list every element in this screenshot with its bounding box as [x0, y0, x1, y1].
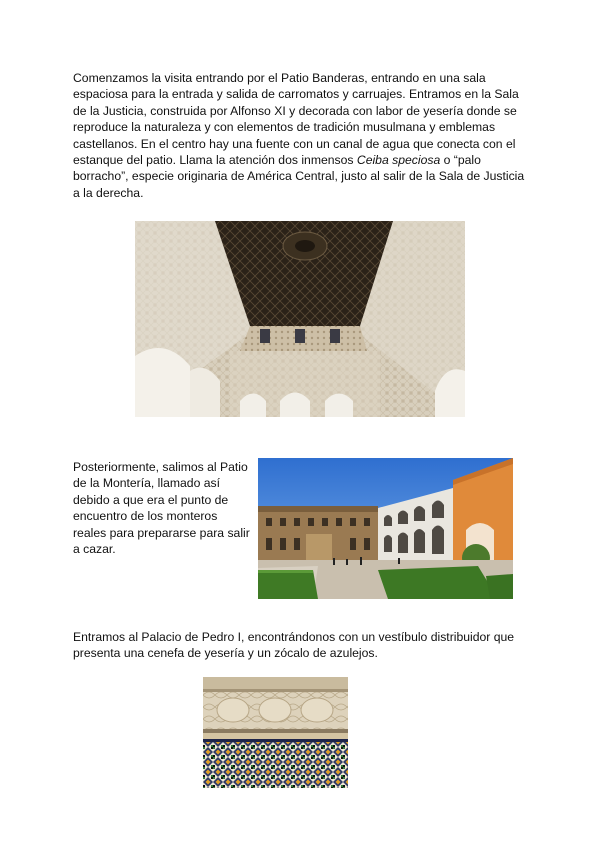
text-run: o “palo borracho”, especie originaria de América Central, justo al salir de la Sala de Justicia a la derecha. — [73, 153, 525, 200]
photo-vestibulo-azulejos — [203, 677, 348, 788]
photo-patio-monteria — [258, 458, 513, 599]
text-run: Posteriormente, salimos al Patio de la Montería, llamado así debido a que era el punto de encuentro de los monteros reales para prepararse para salir a cazar. — [73, 460, 250, 557]
paragraph-palacio-pedro — [73, 629, 533, 662]
photo-sala-justicia-ceiling — [135, 221, 465, 417]
text-run: Entramos al Palacio de Pedro I, encontrándonos con un vestíbulo distribuidor que presenta una cenefa de yesería y un zócalo de azulejos. — [73, 630, 515, 661]
paragraph-patio-monteria — [73, 459, 253, 557]
text-run: Comenzamos la visita entrando por el Patio Banderas, entrando en una sala espaciosa para la entrada y salida de carromatos y carruajes. Entramos en la Sala de la Justicia, construida por Alfonso XI y decorada con labor de yesería donde se reproduce la naturaleza y con elementos de tradición musulmana y emblemas castellanos. En el centro hay una fuente con un canal de agua que conecta con el estanque del patio. Llama la atención dos inmensos — [73, 71, 519, 168]
text-run-italic-species: Ceiba speciosa — [356, 153, 441, 168]
paragraph-patio-banderas — [73, 70, 533, 201]
